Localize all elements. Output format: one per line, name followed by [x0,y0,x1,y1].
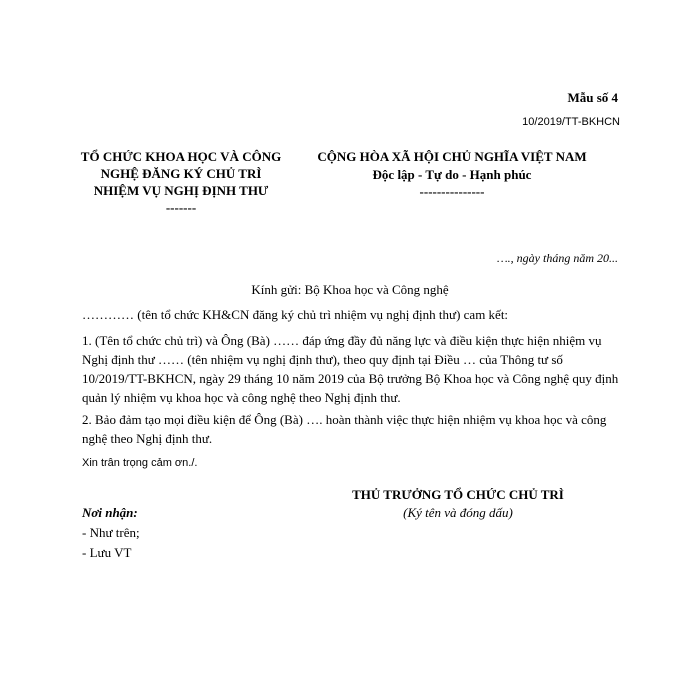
organization-name: TỔ CHỨC KHOA HỌC VÀ CÔNG NGHỆ ĐĂNG KÝ CHỦ TRÌ NHIỆM VỤ NGHỊ ĐỊNH THƯ [80,149,282,198]
recipient-item: - Lưu VT [82,545,132,560]
organization-header [78,148,284,216]
nation-name: CỘNG HÒA XÃ HỘI CHỦ NGHĨA VIỆT NAM [317,149,587,164]
national-motto: Độc lập - Tự do - Hạnh phúc [372,167,532,182]
thanks-line: Xin trân trọng cảm ơn./. [82,457,198,469]
circular-reference: 10/2019/TT-BKHCN [522,116,620,128]
signer-note: (Ký tên và đóng dấu) [403,505,513,520]
recipients-block [82,503,140,563]
recipients-label: Nơi nhận: [82,505,138,520]
signature-block [312,486,604,522]
commitment-item-1: 1. (Tên tổ chức chủ trì) và Ông (Bà) …… đáp ứng đầy đủ năng lực và điều kiện thực hiện nhiệm vụ Nghị định thư …… (tên nhiệm vụ nghị định thư), theo quy định tại Điều … của Thông tư số 10/2019/TT-BKHCN, ngày 29 tháng 10 năm 2019 của Bộ trưởng Bộ Khoa học và Công nghệ quy định quản lý nhiệm vụ khoa học và công nghệ theo Nghị định thư. [82,333,619,405]
commitment-intro: ………… (tên tổ chức KH&CN đăng ký chủ trì nhiệm vụ nghị định thư) cam kết: [82,307,509,322]
national-header [296,148,608,200]
signer-title: THỦ TRƯỞNG TỔ CHỨC CHỦ TRÌ [352,487,564,502]
salutation: Kính gửi: Bộ Khoa học và Công nghệ [251,282,449,297]
organization-separator: ------- [165,200,197,215]
recipient-item: - Như trên; [82,525,140,540]
motto-separator: --------------- [419,184,485,199]
form-number: Mẫu số 4 [567,90,618,105]
date-line: …., ngày tháng năm 20... [497,251,618,265]
commitment-item-2: 2. Bảo đảm tạo mọi điều kiện để Ông (Bà) …. hoàn thành việc thực hiện nhiệm vụ khoa học và công nghệ theo Nghị định thư. [82,412,607,446]
